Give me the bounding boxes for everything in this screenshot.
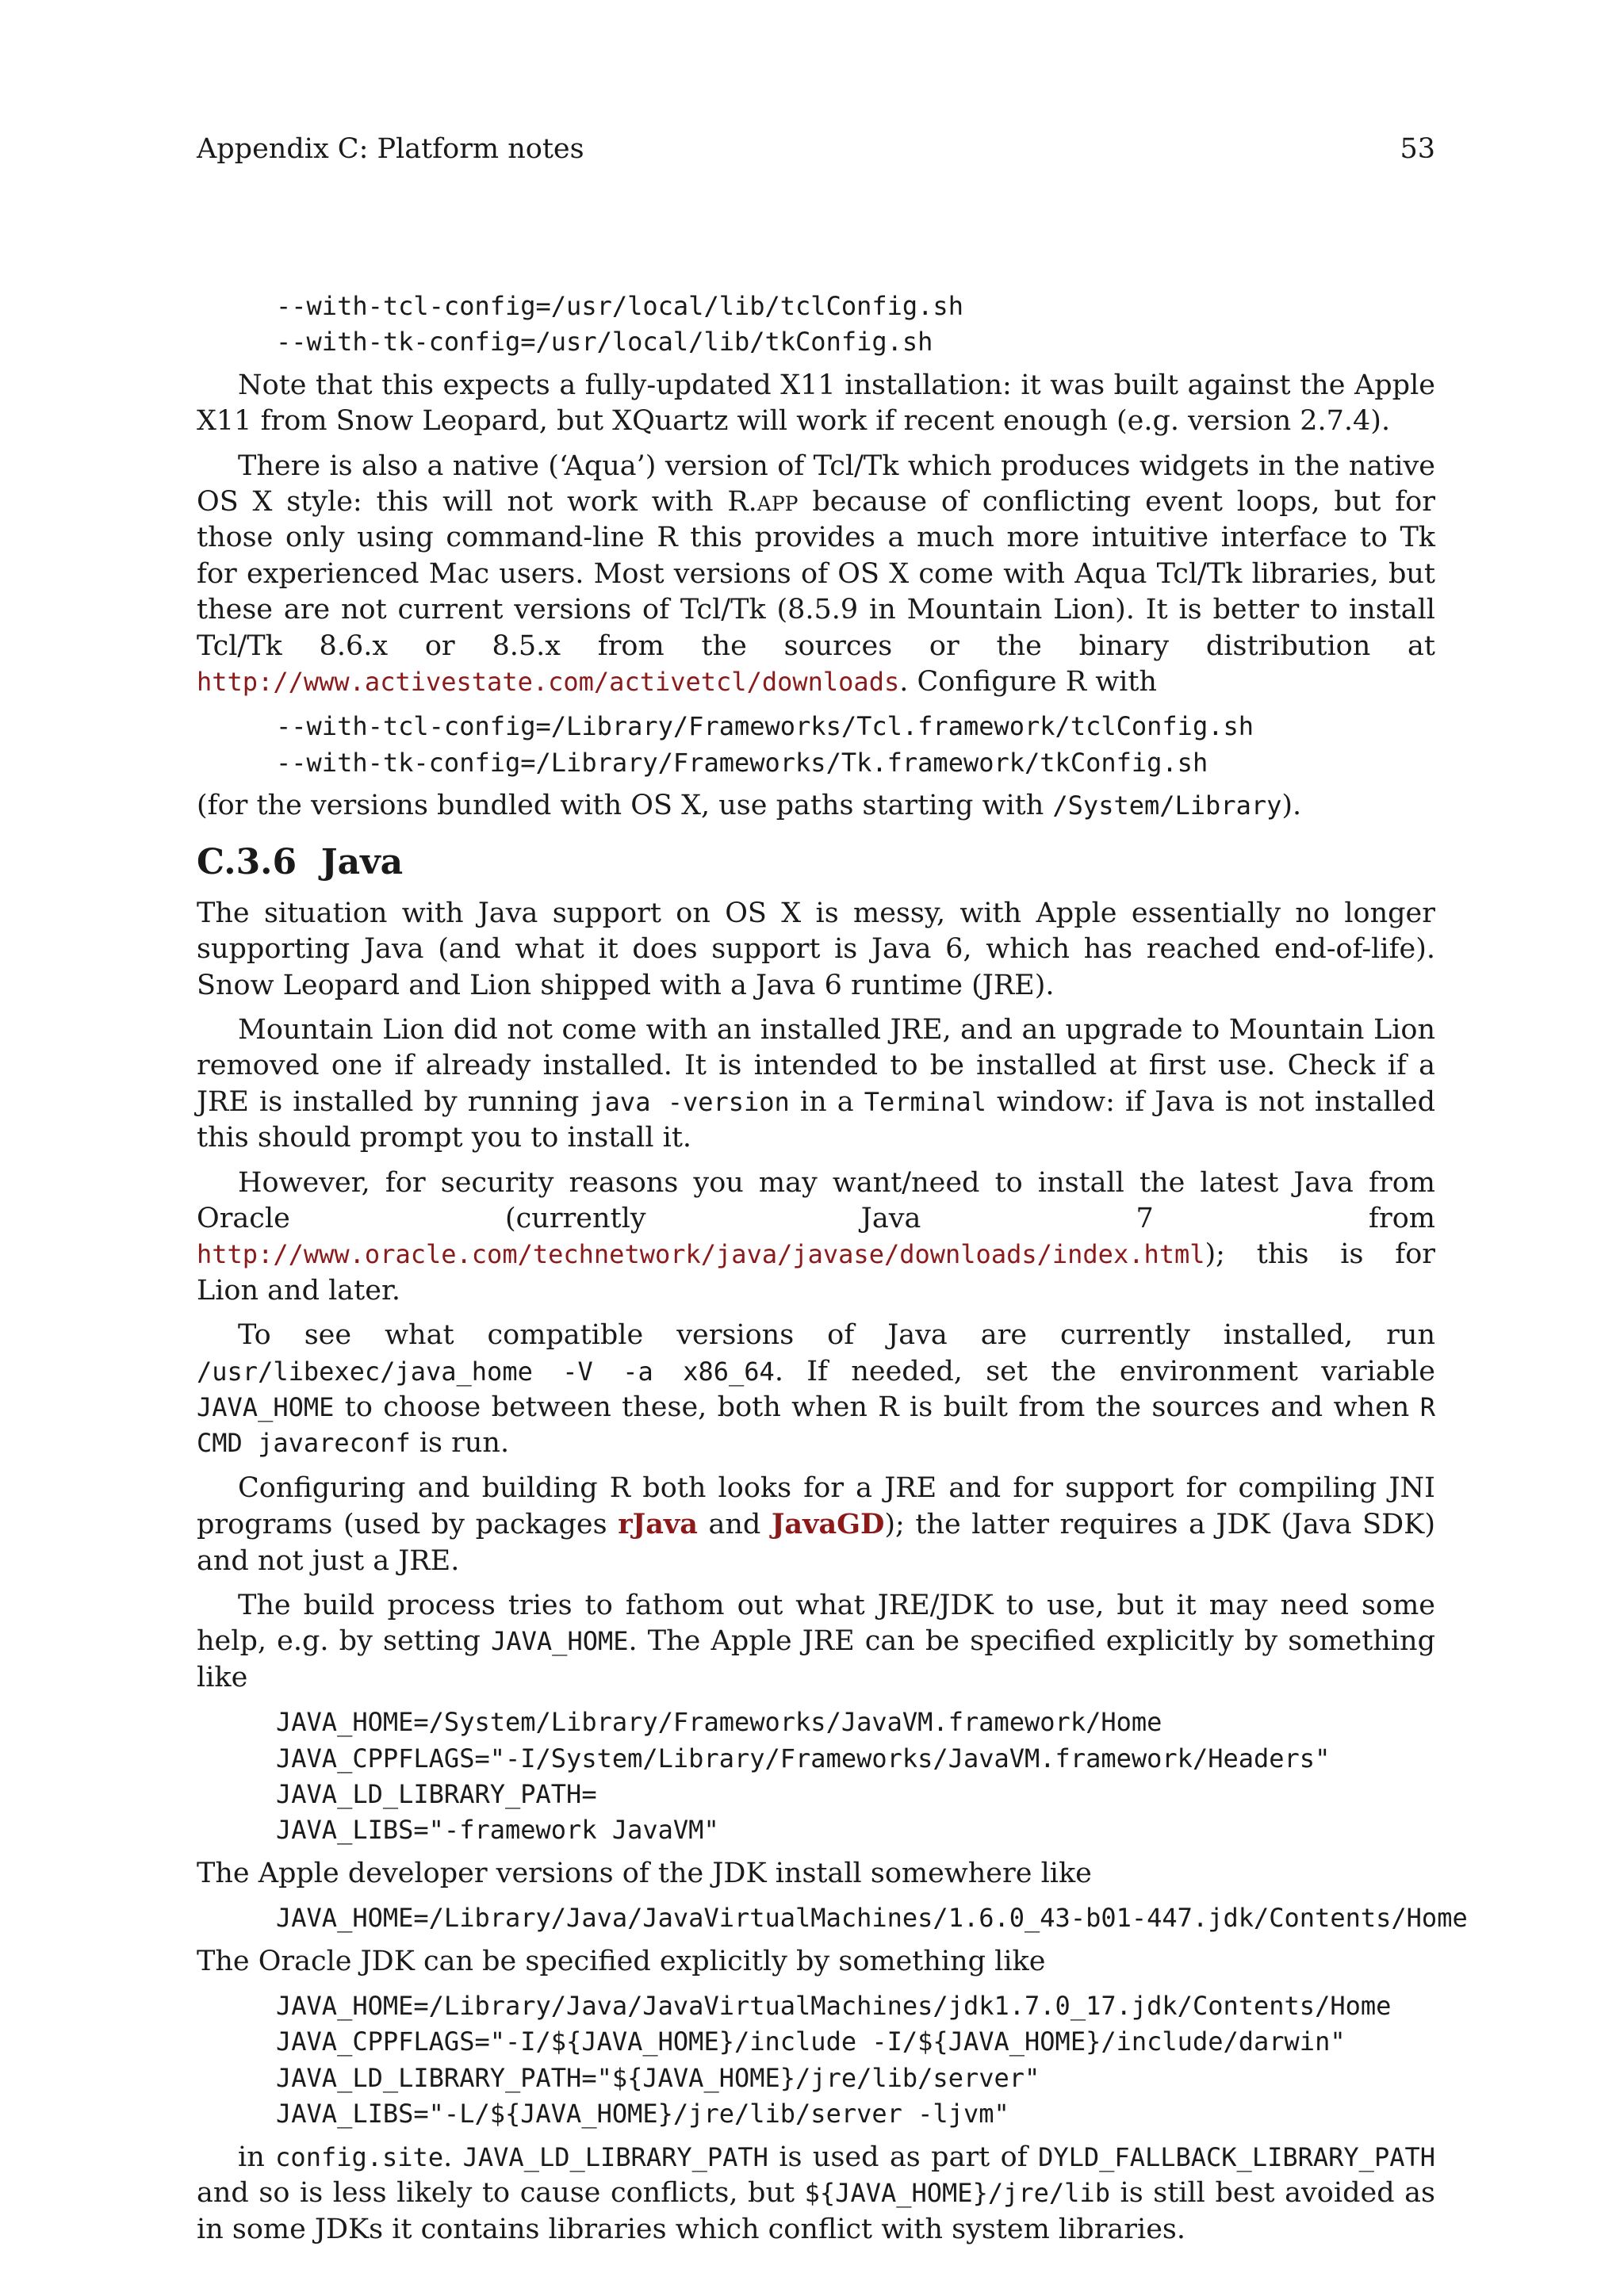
section-number: C.3.6 [197,841,297,882]
paragraph-x11-note: Note that this expects a fully-updated X11 installation: it was built against the Apple X11 from Snow Leopard, but XQuartz will work if recent enough (e.g. version 2.7.4). [197,369,1435,438]
code-line: --with-tk-config=/usr/local/lib/tkConfig.sh [276,327,933,358]
inline-code: JAVA_LD_LIBRARY_PATH [462,2141,768,2172]
page-number: 53 [1400,133,1435,165]
code-block-apple-jre [276,1705,1435,1849]
package-link-javagd[interactable]: JavaGD [771,1508,885,1541]
header-chapter-title: Appendix C: Platform notes [197,133,584,165]
code-block-apple-jdk [276,1900,1468,1936]
paragraph-oracle-jdk: The Oracle JDK can be specified explicitly by something like [197,1945,1046,1977]
code-line: JAVA_LD_LIBRARY_PATH="${JAVA_HOME}/jre/lib/server" [276,2062,1040,2093]
r-app-name: R.app [727,486,799,519]
paragraph-bundled-paths: (for the versions bundled with OS X, use paths starting with /System/Library). [197,790,1302,822]
code-line: JAVA_LIBS="-framework JavaVM" [276,1815,719,1846]
inline-code: Terminal [864,1086,986,1117]
inline-code: ${JAVA_HOME}/jre/lib [804,2178,1110,2209]
code-line: JAVA_LD_LIBRARY_PATH= [276,1779,597,1810]
code-block-oracle-jdk [276,1988,1435,2133]
paragraph-config-site: in config.site. JAVA_LD_LIBRARY_PATH is used as part of DYLD_FALLBACK_LIBRARY_PATH and so is less likely to cause conflicts, but ${JAVA_HOME}/jre/lib is still best avoided as in some JDKs it contains libraries which conflict with system libraries. [197,2141,1435,2245]
inline-code: /usr/libexec/java_home -V -a x86_64 [197,1356,775,1387]
code-line: JAVA_HOME=/System/Library/Frameworks/JavaVM.framework/Home [276,1707,1162,1738]
inline-code: config.site [275,2141,444,2172]
activestate-link[interactable]: http://www.activestate.com/activetcl/downloads [197,667,900,698]
code-line: --with-tk-config=/Library/Frameworks/Tk.framework/tkConfig.sh [276,747,1208,778]
code-line: JAVA_HOME=/Library/Java/JavaVirtualMachines/jdk1.7.0_17.jdk/Contents/Home [276,1991,1392,2022]
paragraph-java-home: To see what compatible versions of Java are currently installed, run /usr/libexec/java_home -V -a x86_64. If needed, set the environment variable JAVA_HOME to choose between these, both when R is built from the sources and when R CMD javareconf is run. [197,1319,1435,1460]
inline-code: /System/Library [1052,790,1282,821]
code-block-tcl-frameworks [276,709,1435,781]
code-line: JAVA_CPPFLAGS="-I/${JAVA_HOME}/include -I/${JAVA_HOME}/include/darwin" [276,2026,1346,2057]
inline-code: JAVA_HOME [491,1626,629,1657]
paragraph-apple-jdk: The Apple developer versions of the JDK install somewhere like [197,1857,1092,1889]
code-line: JAVA_CPPFLAGS="-I/System/Library/Frameworks/JavaVM.framework/Headers" [276,1743,1331,1774]
inline-code: JAVA_HOME [197,1391,335,1422]
paragraph-aqua-tcltk: There is also a native (‘Aqua’) version of Tcl/Tk which produces widgets in the native OS X style: this will not work with R.app because of conflicting event loops, but for those only using command-line R this provides a much more intuitive interface to Tk for experienced Mac users. Most versions of OS X come with Aqua Tcl/Tk libraries, but these are not current versions of Tcl/Tk (8.5.9 in Mountain Lion). It is better to install Tcl/Tk 8.6.x or 8.5.x from the sources or the binary distribution at http://www.activestate.com/activetcl/downloads. Configure R with [197,450,1435,698]
running-header [197,130,1435,168]
section-heading-java [197,840,1435,885]
paragraph-jni-packages: Configuring and building R both looks for a JRE and for support for compiling JNI programs (used by packages rJava and JavaGD); the latter requires a JDK (Java SDK) and not just a JRE. [197,1471,1435,1577]
package-link-rjava[interactable]: rJava [618,1508,698,1541]
code-line: JAVA_LIBS="-L/${JAVA_HOME}/jre/lib/server -ljvm" [276,2099,1009,2130]
inline-code: DYLD_FALLBACK_LIBRARY_PATH [1038,2141,1435,2172]
paragraph-build-process: The build process tries to fathom out what JRE/JDK to use, but it may need some help, e.g. by setting JAVA_HOME. The Apple JRE can be specified explicitly by something like [197,1590,1435,1693]
page-body [197,289,1468,2256]
paragraph-java-situation: The situation with Java support on OS X is messy, with Apple essentially no longer supporting Java (and what it does support is Java 6, which has reached end-of-life). Snow Leopard and Lion shipped with a Java 6 runtime (JRE). [197,897,1435,1001]
paragraph-oracle-java: However, for security reasons you may want/need to install the latest Java from Oracle (currently Java 7 from http://www.oracle.com/technetwork/java/javase/downloads/index.html); this is for Lion and later. [197,1166,1435,1307]
oracle-downloads-link[interactable]: http://www.oracle.com/technetwork/java/javase/downloads/index.html [197,1239,1205,1270]
code-line: --with-tcl-config=/Library/Frameworks/Tcl.framework/tclConfig.sh [276,711,1254,742]
inline-code: java -version [589,1086,790,1117]
code-line: --with-tcl-config=/usr/local/lib/tclConfig.sh [276,291,963,321]
section-title: Java [320,841,404,882]
inline-code: R CMD javareconf [197,1391,1435,1459]
code-block-tcl-x11 [276,289,1435,361]
code-line: JAVA_HOME=/Library/Java/JavaVirtualMachines/1.6.0_43-b01-447.jdk/Contents/Home [276,1903,1468,1934]
paragraph-mountain-lion: Mountain Lion did not come with an installed JRE, and an upgrade to Mountain Lion removed one if already installed. It is intended to be installed at first use. Check if a JRE is installed by running java -version in a Terminal window: if Java is not installed this should prompt you to install it. [197,1013,1436,1154]
